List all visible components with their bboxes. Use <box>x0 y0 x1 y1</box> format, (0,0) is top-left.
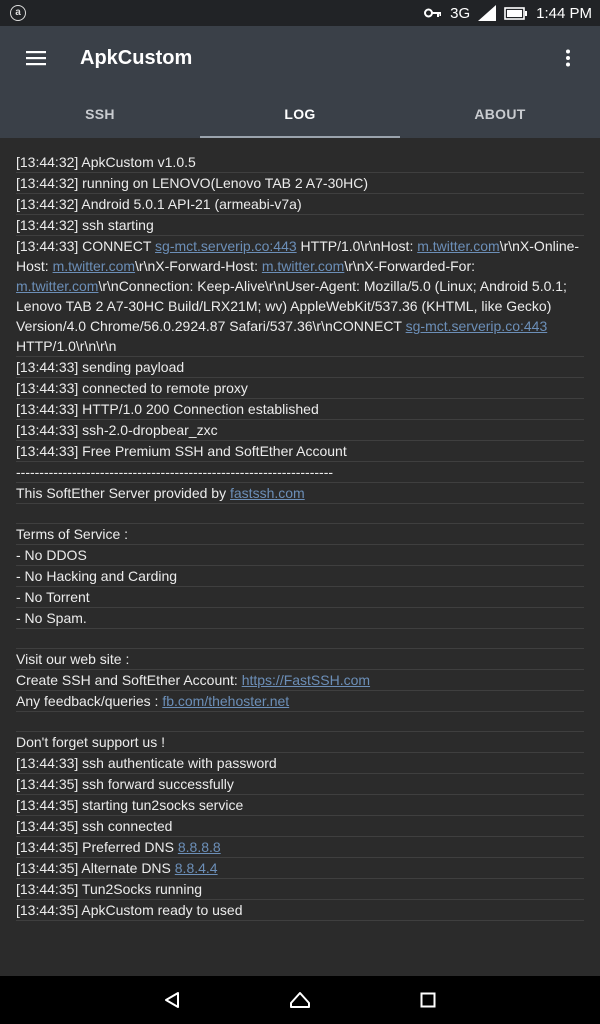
log-line: Visit our web site : <box>16 649 584 670</box>
log-panel[interactable] <box>0 138 600 976</box>
log-line-provider: This SoftEther Server provided by fastssh.com <box>16 483 584 504</box>
notification-app-icon: a <box>10 5 26 21</box>
log-line: [13:44:33] HTTP/1.0 200 Connection established <box>16 399 584 420</box>
log-link[interactable]: m.twitter.com <box>417 238 500 254</box>
log-line: - No DDOS <box>16 545 584 566</box>
tab-bar <box>0 90 600 138</box>
log-blank-line <box>16 629 584 649</box>
log-line: [13:44:33] Free Premium SSH and SoftEther Account <box>16 441 584 462</box>
facebook-link[interactable]: fb.com/thehoster.net <box>162 693 290 709</box>
log-line-alternate-dns: [13:44:35] Alternate DNS 8.8.4.4 <box>16 858 584 879</box>
home-button[interactable] <box>236 976 364 1024</box>
app-title: ApkCustom <box>80 46 193 69</box>
log-blank-line <box>16 504 584 524</box>
log-line: - No Torrent <box>16 587 584 608</box>
log-line: - No Hacking and Carding <box>16 566 584 587</box>
log-line: [13:44:33] connected to remote proxy <box>16 378 584 399</box>
fastssh-site-link[interactable]: https://FastSSH.com <box>241 672 371 688</box>
log-line: [13:44:35] Tun2Socks running <box>16 879 584 900</box>
tab-log[interactable]: LOG <box>200 90 400 138</box>
back-icon <box>163 991 181 1009</box>
tab-about[interactable]: ABOUT <box>474 106 526 122</box>
home-icon <box>289 991 311 1009</box>
log-line-create-account: Create SSH and SoftEther Account: https://FastSSH.com <box>16 670 584 691</box>
vpn-key-icon <box>424 7 442 19</box>
log-link[interactable]: m.twitter.com <box>261 258 345 274</box>
overflow-menu-button[interactable] <box>536 26 600 90</box>
clock: 1:44 PM <box>536 4 592 22</box>
dns-link[interactable]: 8.8.8.8 <box>177 839 221 855</box>
log-blank-line <box>16 712 584 732</box>
log-line: Terms of Service : <box>16 524 584 545</box>
log-line-connect-request: [13:44:33] CONNECT sg-mct.serverip.co:443 HTTP/1.0\r\nHost: m.twitter.com\r\nX-Online-Host: m.twitter.com\r\nX-Forward-Host: m.twitter.com\r\nX-Forwarded-For: m.twitter.com\r\nConnection: Keep-Alive\r\nUser-Agent: Mozilla/5.0 (Linux; Android 5.0.1; Lenovo TAB 2 A7-30HC Build/LRX21M; wv) AppleWebKit/537.36 (KHTML, like Gecko) Version/4.0 Chrome/56.0.2924.87 Safari/537.36\r\nCONNECT sg-mct.serverip.co:443 HTTP/1.0\r\n\r\n <box>16 236 584 357</box>
hamburger-menu-icon <box>26 50 46 66</box>
menu-button[interactable] <box>0 26 72 90</box>
log-line: [13:44:35] ApkCustom ready to used <box>16 900 584 921</box>
fastssh-link[interactable]: fastssh.com <box>230 485 305 501</box>
log-line: [13:44:35] ssh forward successfully <box>16 774 584 795</box>
log-line: Don't forget support us ! <box>16 732 584 753</box>
system-nav-bar <box>0 976 600 1024</box>
log-line: [13:44:32] ApkCustom v1.0.5 <box>16 152 584 173</box>
recents-icon <box>420 992 436 1008</box>
log-line: [13:44:35] starting tun2socks service <box>16 795 584 816</box>
recents-button[interactable] <box>364 976 492 1024</box>
log-link[interactable]: sg-mct.serverip.co:443 <box>155 238 297 254</box>
log-line-feedback: Any feedback/queries : fb.com/thehoster.net <box>16 691 584 712</box>
log-line: [13:44:35] ssh connected <box>16 816 584 837</box>
app-bar <box>0 26 600 90</box>
dns-link[interactable]: 8.8.4.4 <box>174 860 218 876</box>
log-link[interactable]: m.twitter.com <box>52 258 136 274</box>
log-line: [13:44:32] ssh starting <box>16 215 584 236</box>
log-line: [13:44:32] Android 5.0.1 API-21 (armeabi-v7a) <box>16 194 584 215</box>
log-line: [13:44:32] running on LENOVO(Lenovo TAB 2 A7-30HC) <box>16 173 584 194</box>
log-line: [13:44:33] ssh-2.0-dropbear_zxc <box>16 420 584 441</box>
back-button[interactable] <box>108 976 236 1024</box>
log-line: - No Spam. <box>16 608 584 629</box>
log-link[interactable]: sg-mct.serverip.co:443 <box>405 318 548 334</box>
log-separator: -------------------------------------------------------------------- <box>16 462 584 483</box>
status-bar <box>0 0 600 26</box>
log-line: [13:44:33] ssh authenticate with password <box>16 753 584 774</box>
more-vert-icon <box>565 49 571 67</box>
log-line-preferred-dns: [13:44:35] Preferred DNS 8.8.8.8 <box>16 837 584 858</box>
log-link[interactable]: m.twitter.com <box>16 278 99 294</box>
log-line: [13:44:33] sending payload <box>16 357 584 378</box>
battery-icon <box>504 7 528 20</box>
signal-strength-icon <box>478 5 496 21</box>
tab-ssh[interactable]: SSH <box>85 106 115 122</box>
network-type-label: 3G <box>450 4 471 22</box>
